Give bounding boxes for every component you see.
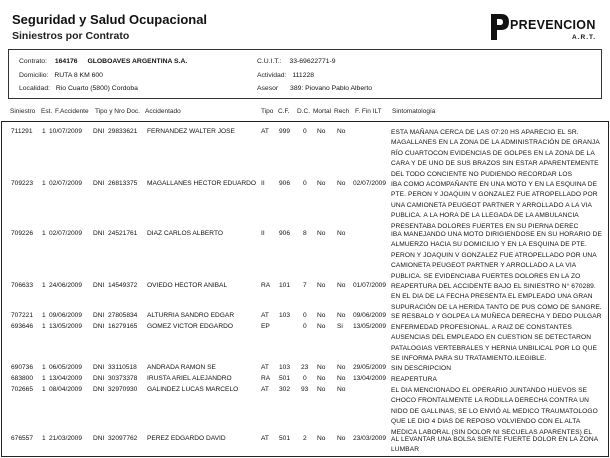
- row-fin-ilt: 01/07/2009: [353, 282, 387, 289]
- col-tipo-nro-doc: Tipo y Nro Doc.: [95, 108, 140, 115]
- row-mortal: No: [317, 312, 326, 319]
- row-doc-nro: 29833621: [108, 128, 138, 135]
- row-sintomatologia: REAPERTURA DEL ACCIDENTE BAJO EL SINIESTRO N° 670289. EN EL DIA DE LA FECHA PRESENTA EL EMPLEADO UNA GRAN SUPURACIÓN DE LA HERIDA TANTO DE PUS COMO DE SANGRE.: [391, 283, 602, 311]
- row-dc: 2: [303, 435, 307, 442]
- row-cf: 999: [279, 128, 291, 135]
- row-cf: 501: [279, 435, 291, 442]
- row-siniestro: 693646: [11, 323, 34, 330]
- contract-info-box: [8, 49, 602, 99]
- row-doc-tipo: DNI: [93, 435, 105, 442]
- row-nombre: FERNANDEZ WALTER JOSE: [147, 128, 235, 135]
- row-rech: No: [337, 180, 346, 187]
- row-fecha: 10/07/2009: [49, 128, 83, 135]
- row-sintomatologia: ENFERMEDAD PROFESIONAL. A RAIZ DE CONSTANTES AUSENCIAS DEL EMPLEADO EN CUESTION SE DETECTARON PATALOGIAS VERTEBRALES Y HERNIA UNBILICAL POR LO QUE SE INFORMA PARA SU TRATAMIENTO.ILEGIBLE.: [391, 324, 598, 363]
- row-fin-ilt: 13/05/2009: [353, 323, 387, 330]
- row-doc-nro: 24521761: [108, 230, 138, 237]
- locality-field: [19, 85, 138, 92]
- row-doc-tipo: DNI: [93, 312, 105, 319]
- row-doc-tipo: DNI: [93, 128, 105, 135]
- row-fin-ilt: 02/07/2009: [353, 180, 387, 187]
- row-siniestro: 676557: [11, 435, 34, 442]
- row-mortal: No: [317, 282, 326, 289]
- row-dc: 0: [303, 128, 307, 135]
- row-est: 1: [42, 323, 46, 330]
- row-doc-tipo: DNI: [93, 230, 105, 237]
- row-sintomatologia: IBA MANEJANDO UNA MOTO DIRIGIENDOSE EN SU HORARIO DE ALMUERZO HACIA SU DOMICILIO Y EN LA ESQUINA DE PTE. PERON Y JOAQUIN V GONZALEZ FUE ATROPELLADO POR UNA CAMIONETA PEUGEOT PARTNER Y ARROLLADO A LA VIA PUBLICA. SE EVIDENCIABA FUERTES DOLORES EN LA ZO: [391, 231, 602, 280]
- row-cf: 101: [279, 282, 291, 289]
- row-est: 1: [42, 435, 46, 442]
- row-cf: 906: [279, 180, 291, 187]
- row-doc-nro: 26813375: [108, 180, 138, 187]
- contract-number: 164176: [54, 58, 78, 65]
- contract-field: [19, 58, 187, 65]
- row-siniestro: 707221: [11, 312, 34, 319]
- row-doc-nro: 32097762: [108, 435, 138, 442]
- cuit-label: C.U.I.T.:: [257, 58, 282, 65]
- row-mortal: No: [317, 386, 326, 393]
- row-fecha: 21/03/2009: [49, 435, 83, 442]
- advisor-label: Asesor: [257, 85, 279, 92]
- company-name: GLOBOAVES ARGENTINA S.A.: [87, 58, 188, 65]
- row-doc-tipo: DNI: [93, 180, 105, 187]
- row-mortal: No: [317, 230, 326, 237]
- row-siniestro: 709223: [11, 180, 34, 187]
- row-dc: 0: [303, 375, 307, 382]
- row-siniestro: 683800: [11, 375, 34, 382]
- row-rech: No: [337, 364, 346, 371]
- row-tipo: AT: [261, 386, 269, 393]
- row-doc-nro: 27805834: [108, 312, 138, 319]
- row-sintomatologia: IBA COMO ACOMPAÑANTE EN UNA MOTO Y EN LA ESQUINA DE PTE. PERON Y JOAQUIN V GONZALEZ FUE ATROPELLADO POR UNA CAMIONETA PEUGEOT PARTNER Y ARROLLADO A LA VIA PUBLICA. A LA HORA DE LA LLEGADA DE LA AMBULANCIA PRESENTABA DOLORES FUERTES EN SU PIERNA DEREC: [391, 181, 598, 230]
- row-doc-nro: 30373378: [108, 375, 138, 382]
- row-rech: No: [337, 282, 346, 289]
- row-fecha: 02/07/2009: [49, 230, 83, 237]
- row-tipo: AT: [261, 312, 269, 319]
- row-nombre: ALTURRIA SANDRO EDGAR: [147, 312, 235, 319]
- row-dc: 0: [303, 180, 307, 187]
- row-doc-nro: 16279165: [108, 323, 138, 330]
- address-label: Domicilio:: [19, 72, 49, 79]
- row-mortal: No: [317, 180, 326, 187]
- col-tipo: Tipo: [261, 108, 274, 115]
- row-doc-nro: 32970930: [108, 386, 138, 393]
- row-tipo: AT: [261, 128, 269, 135]
- advisor-value: 389: Piovano Pablo Alberto: [290, 85, 373, 92]
- row-siniestro: 706633: [11, 282, 34, 289]
- col-rech: Rech: [334, 108, 350, 115]
- row-doc-tipo: DNI: [93, 375, 105, 382]
- row-dc: 0: [303, 323, 307, 330]
- activity-field: [257, 72, 314, 79]
- report-title: Seguridad y Salud Ocupacional: [12, 12, 208, 27]
- row-cf: 103: [279, 312, 291, 319]
- row-tipo: AT: [261, 364, 269, 371]
- row-siniestro: 702665: [11, 386, 34, 393]
- col-siniestro: Siniestro: [10, 108, 36, 115]
- row-fecha: 24/06/2009: [49, 282, 83, 289]
- report-subtitle: Siniestros por Contrato: [12, 30, 130, 42]
- row-tipo: II: [261, 230, 265, 237]
- row-doc-tipo: DNI: [93, 364, 105, 371]
- row-est: 1: [42, 128, 46, 135]
- advisor-field: [257, 85, 372, 92]
- row-nombre: GALINDEZ LUCAS MARCELO: [147, 386, 239, 393]
- address-value: RUTA 8 KM 600: [54, 72, 103, 79]
- row-dc: 0: [303, 312, 307, 319]
- col-sintomatologia: Sintomatología: [392, 108, 436, 115]
- row-nombre: DIAZ CARLOS ALBERTO: [147, 230, 223, 237]
- row-rech: No: [337, 386, 346, 393]
- row-nombre: ANDRADA RAMON SE: [147, 364, 216, 371]
- row-fecha: 02/07/2009: [49, 180, 83, 187]
- row-fin-ilt: 13/04/2009: [353, 375, 387, 382]
- row-tipo: RA: [261, 375, 271, 382]
- row-est: 1: [42, 282, 46, 289]
- row-cf: 906: [279, 230, 291, 237]
- row-tipo: EP: [261, 323, 270, 330]
- row-sintomatologia: SIN DESCRIPCION: [391, 365, 452, 372]
- row-cf: 103: [279, 364, 291, 371]
- row-fecha: 08/04/2009: [49, 386, 83, 393]
- row-cf: 501: [279, 375, 291, 382]
- row-fecha: 13/04/2009: [49, 375, 83, 382]
- row-mortal: No: [317, 435, 326, 442]
- contract-label: Contrato:: [19, 58, 47, 65]
- row-doc-tipo: DNI: [93, 282, 105, 289]
- row-siniestro: 711291: [11, 128, 33, 135]
- activity-value: 111228: [292, 72, 315, 79]
- row-est: 1: [42, 386, 46, 393]
- row-sintomatologia: REAPERTURA: [391, 376, 437, 383]
- col-dc: D.C.: [297, 108, 310, 115]
- row-nombre: GOMEZ VICTOR EDGARDO: [147, 323, 233, 330]
- row-fin-ilt: 29/05/2009: [353, 364, 387, 371]
- row-siniestro: 709226: [11, 230, 34, 237]
- row-fin-ilt: 23/03/2009: [353, 435, 387, 442]
- row-mortal: No: [317, 128, 326, 135]
- logo-name: PREVENCION: [510, 18, 596, 32]
- row-fecha: 06/05/2009: [49, 364, 83, 371]
- claims-table: [1, 121, 609, 457]
- row-dc: 23: [301, 364, 309, 371]
- row-rech: No: [337, 312, 346, 319]
- row-doc-nro: 33110518: [108, 364, 137, 371]
- address-field: [19, 72, 103, 79]
- row-nombre: IRUSTA ARIEL ALEJANDRO: [147, 375, 232, 382]
- prevencion-logo: [488, 12, 603, 46]
- row-doc-tipo: DNI: [93, 386, 105, 393]
- row-nombre: OVIEDO HECTOR ANIBAL: [147, 282, 228, 289]
- row-est: 1: [42, 180, 46, 187]
- col-mortal: Mortal: [313, 108, 332, 115]
- row-rech: No: [337, 128, 346, 135]
- col-accidentado: Accidentado: [145, 108, 181, 115]
- col-f-fin-ilt: F. Fin ILT: [355, 108, 382, 115]
- row-rech: No: [337, 375, 346, 382]
- row-cf: 302: [279, 386, 291, 393]
- row-sintomatologia: SE RESBALO Y GOLPEA LA MUÑECA DERECHA Y DEDO PULGAR: [391, 313, 602, 320]
- row-est: 1: [42, 230, 46, 237]
- col-cf: C.F.: [278, 108, 290, 115]
- cuit-value: 33-69622771-9: [289, 58, 336, 65]
- row-doc-tipo: DNI: [93, 323, 105, 330]
- row-mortal: No: [317, 323, 326, 330]
- cuit-field: [257, 58, 336, 65]
- row-tipo: AT: [261, 435, 269, 442]
- row-fecha: 09/06/2009: [49, 312, 83, 319]
- row-est: 1: [42, 312, 46, 319]
- row-rech: No: [337, 435, 346, 442]
- row-dc: 93: [301, 386, 309, 393]
- row-nombre: MAGALLANES HECTOR EDUARDO: [147, 180, 257, 187]
- col-f-accidente: F.Accidente: [55, 108, 89, 115]
- row-rech: No: [337, 230, 346, 237]
- locality-value: Rio Cuarto (5800) Cordoba: [55, 85, 138, 92]
- row-est: 1: [42, 375, 46, 382]
- row-sintomatologia: ESTA MAÑANA CERCA DE LAS 07:20 HS APARECIO EL SR. MAGALLANES EN LA ZONA DE LA ADMINISTRACIÓN DE GRANJA RÍO CUARTOCON EVIDENCIAS DE GOLPES EN LA ZONA DE LA CARA Y DE UNO DE SUS BRAZOS SIN ESTAR APARENTEMENTE DEL TODO CONCIENTE NO PUDIENDO RECORDAR LOS: [391, 129, 600, 178]
- row-nombre: PEREZ EDGARDO DAVID: [147, 435, 226, 442]
- row-tipo: RA: [261, 282, 271, 289]
- prevencion-p-icon: [488, 12, 510, 42]
- row-siniestro: 690736: [11, 364, 34, 371]
- row-tipo: II: [261, 180, 265, 187]
- row-sintomatologia: AL LEVANTAR UNA BOLSA SIENTE FUERTE DOLOR EN LA ZONA LUMBAR: [391, 436, 598, 454]
- row-est: 1: [42, 364, 46, 371]
- row-fin-ilt: 09/06/2009: [353, 312, 387, 319]
- row-sintomatologia: EL DIA MENCIONADO EL OPERARIO JUNTANDO HUEVOS SE CHOCO FRONTALMENTE LA RODILLA DERECHA CONTRA UN NIDO DE GALLINAS, SE LO ENVIÓ AL MEDICO TRAUMATOLOGO QUE LE DIO 4 DIAS DE REPOSO VOLVIENDO CON EL ALTA MEDICA LABORAL (SIN DOLOR NI SECUELAS APARENTES) EL: [391, 387, 598, 436]
- col-est: Est.: [41, 108, 53, 115]
- row-fecha: 13/05/2009: [49, 323, 83, 330]
- logo-sub: A.R.T.: [572, 34, 597, 41]
- locality-label: Localidad:: [19, 85, 50, 92]
- row-dc: 8: [303, 230, 307, 237]
- row-doc-nro: 14549372: [108, 282, 138, 289]
- row-rech: Si: [337, 323, 343, 330]
- activity-label: Actividad:: [257, 72, 287, 79]
- row-dc: 7: [303, 282, 307, 289]
- row-mortal: No: [317, 364, 326, 371]
- row-mortal: No: [317, 375, 326, 382]
